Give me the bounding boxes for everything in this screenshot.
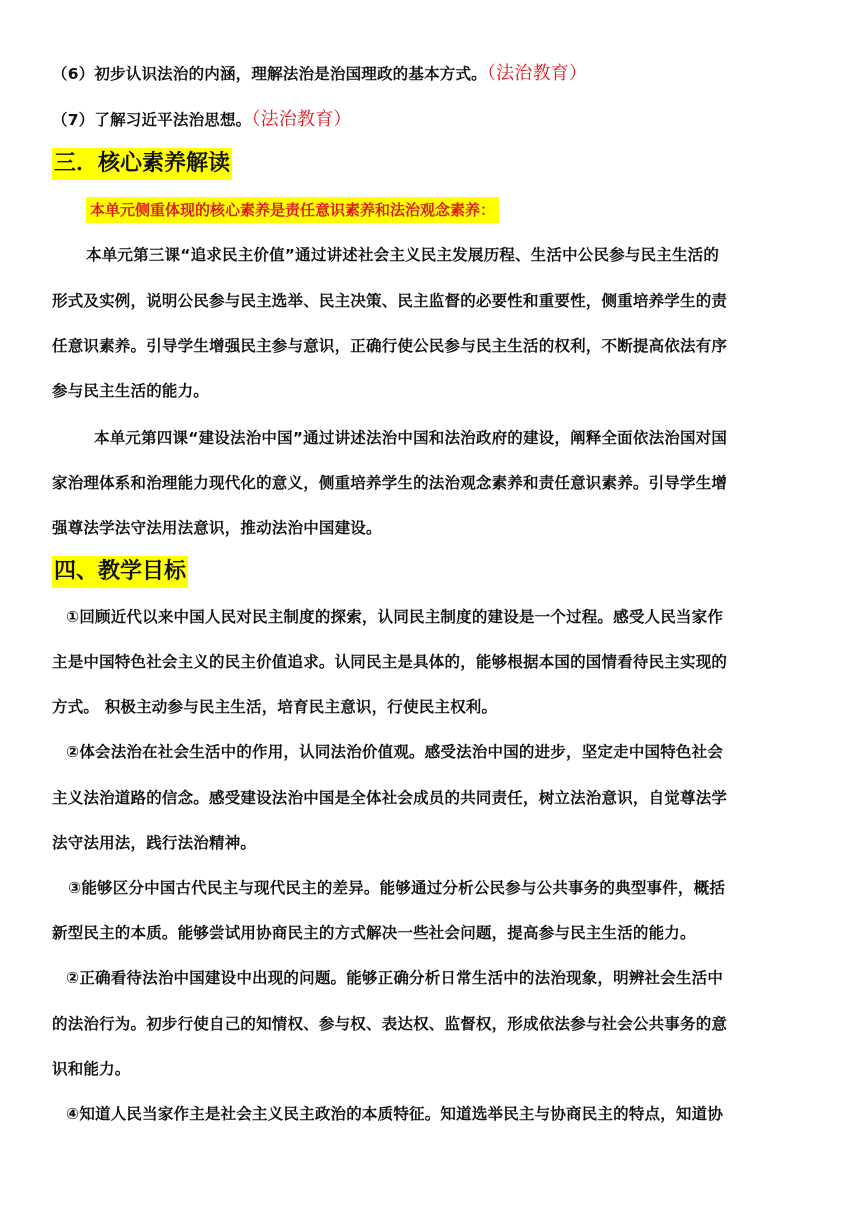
para-2-line-3: 强尊法学法守法用法意识，推动法治中国建设。 <box>52 519 382 537</box>
goal-1-line-3: 方式。 积极主动参与民主生活，培育民主意识，行使民主权利。 <box>52 698 498 716</box>
goal-3-line-2: 新型民主的本质。能够尝试用协商民主的方式解决一些社会问题，提高参与民主生活的能力。 <box>52 924 696 942</box>
item-6-tag: （法治教育） <box>486 63 588 84</box>
section-3-subhead: 本单元侧重体现的核心素养是责任意识素养和法治观念素养： <box>86 197 499 223</box>
goal-2-line-1: ②体会法治在社会生活中的作用，认同法治价值观。感受法治中国的进步，坚定走中国特色社会 <box>66 743 724 761</box>
goal-5-line-1: ④知道人民当家作主是社会主义民主政治的本质特征。知道选举民主与协商民主的特点，知道协 <box>66 1105 724 1123</box>
goal-1-line-1: ①回顾近代以来中国人民对民主制度的探索，认同民主制度的建设是一个过程。感受人民当家作 <box>66 608 724 626</box>
item-7-text: （7）了解习近平法治思想。 <box>52 111 252 129</box>
goal-1-line-2: 主是中国特色社会主义的民主价值追求。认同民主是具体的，能够根据本国的国情看待民主实现的 <box>52 653 728 671</box>
item-7 <box>52 109 812 131</box>
para-1-line-3: 任意识素养。引导学生增强民主参与意识，正确行使公民参与民主生活的权利，不断提高依法有序 <box>52 337 728 355</box>
goal-4-line-3: 识和能力。 <box>52 1060 131 1078</box>
goal-3-line-1: ③能够区分中国古代民主与现代民主的差异。能够通过分析公民参与公共事务的典型事件，概括 <box>68 879 726 897</box>
para-2-line-2: 家治理体系和治理能力现代化的意义，侧重培养学生的法治观念素养和责任意识素养。引导学生增 <box>52 474 728 492</box>
goal-4-line-1: ②正确看待法治中国建设中出现的问题。能够正确分析日常生活中的法治现象，明辨社会生活中 <box>66 969 724 987</box>
para-1-line-1: 本单元第三课“追求民主价值”通过讲述社会主义民主发展历程、生活中公民参与民主生活的 <box>86 246 720 264</box>
item-7-tag: （法治教育） <box>251 109 352 130</box>
goal-4-line-2: 的法治行为。初步行使自己的知情权、参与权、表达权、监督权，形成依法参与社会公共事务的意 <box>52 1015 728 1033</box>
goal-2-line-2: 主义法治道路的信念。感受建设法治中国是全体社会成员的共同责任，树立法治意识，自觉尊法学 <box>52 789 728 807</box>
goal-2-line-3: 法守法用法，践行法治精神。 <box>52 834 257 852</box>
para-1-line-4: 参与民主生活的能力。 <box>52 382 210 400</box>
section-3-heading: 三．核心素养解读 <box>52 148 232 180</box>
section-4-heading: 四、教学目标 <box>52 556 188 588</box>
item-6 <box>52 63 812 85</box>
para-1-line-2: 形式及实例，说明公民参与民主选举、民主决策、民主监督的必要性和重要性，侧重培养学生的责 <box>52 292 728 310</box>
item-6-text: （6）初步认识法治的内涵，理解法治是治国理政的基本方式。 <box>52 65 487 83</box>
para-2-line-1: 本单元第四课“建设法治中国”通过讲述法治中国和法治政府的建设，阐释全面依法治国对国 <box>94 429 728 447</box>
